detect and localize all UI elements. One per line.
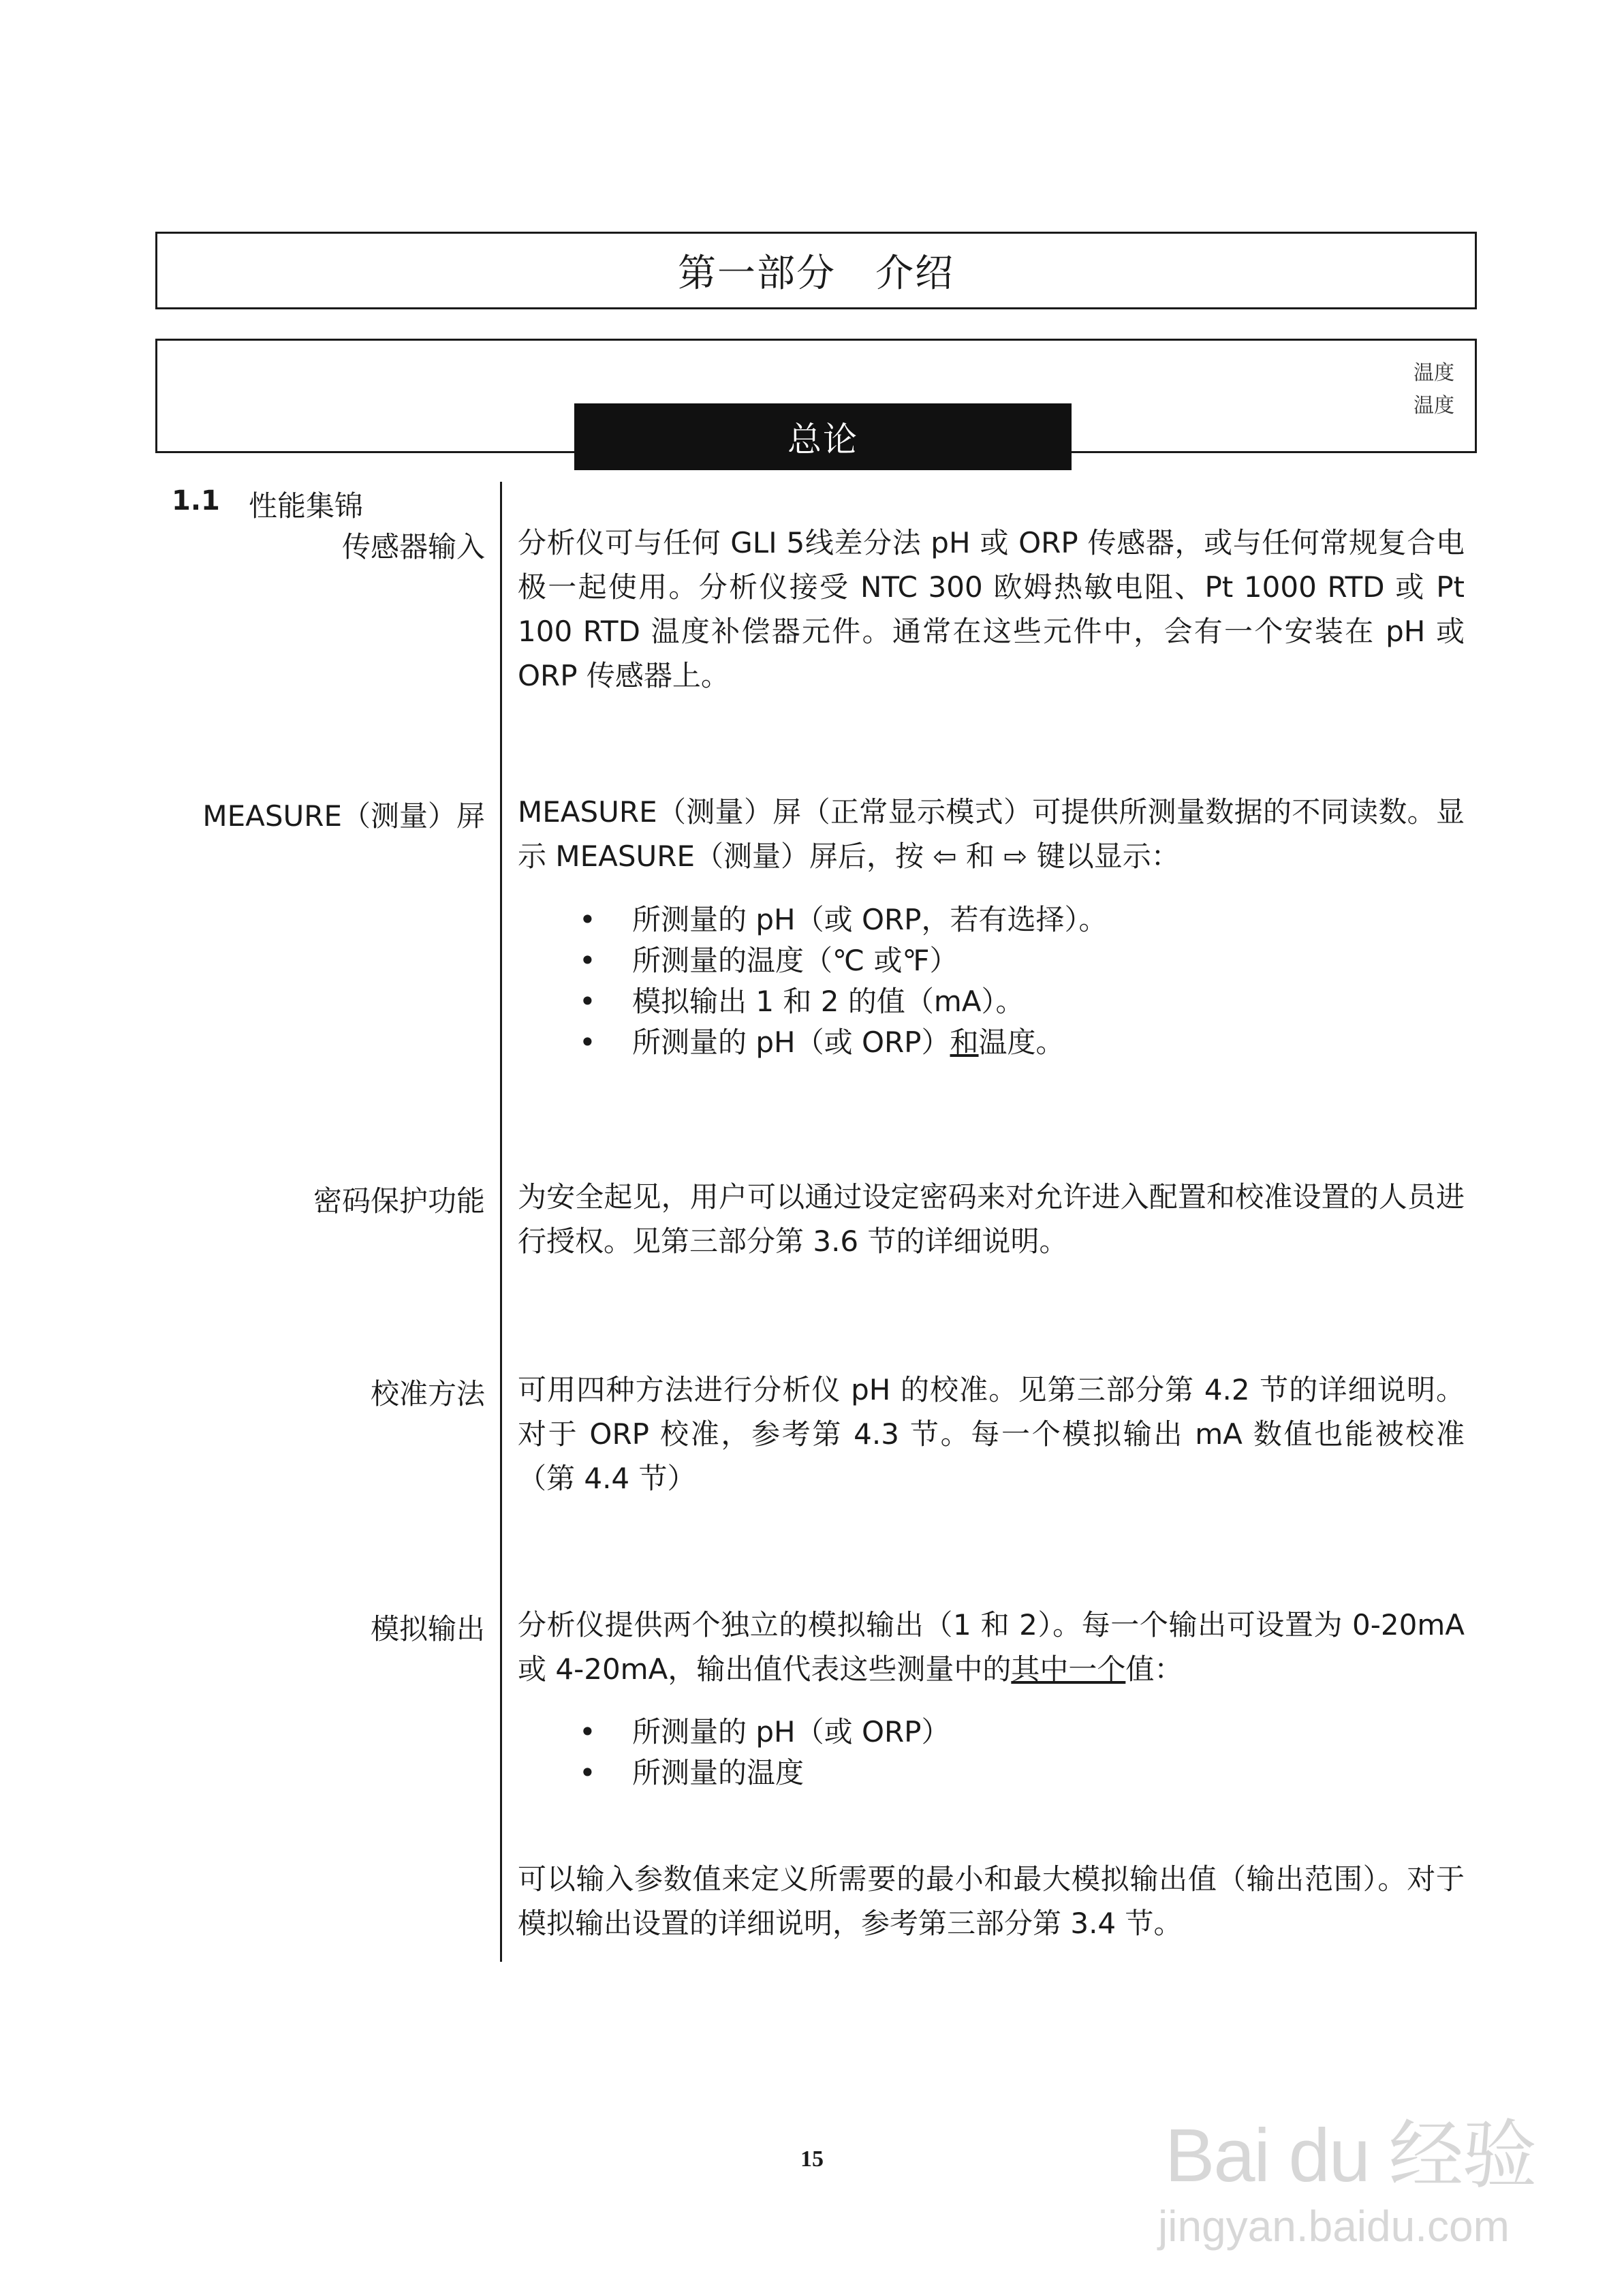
analog-bullet-list: [579, 1712, 950, 1793]
section-number: 1.1: [172, 485, 220, 517]
underlined-and: 和: [950, 1026, 979, 1059]
para-calibration: 可用四种方法进行分析仪 pH 的校准。见第三部分第 4.2 节的详细说明。对于 ORP 校准，参考第 4.3 节。每一个模拟输出 mA 数值也能被校准（第 4.4 节）: [518, 1373, 1465, 1495]
label-analog-output: 模拟输出: [370, 1612, 485, 1646]
label-measure-screen: MEASURE（测量）屏: [202, 799, 485, 833]
underlined-one-of: 其中一个: [1011, 1652, 1126, 1686]
label-calibration: 校准方法: [370, 1377, 485, 1411]
part-title-box: [155, 232, 1477, 309]
para-sensor-input: 分析仪可与任何 GLI 5线差分法 pH 或 ORP 传感器，或与任何常规复合电极一起使用。分析仪接受 NTC 300 欧姆热敏电阻、Pt 1000 RTD 或 Pt 100 RTD 温度补偿器元件。通常在这些元件中，会有一个安装在 pH 或 ORP 传感器上。: [518, 526, 1465, 692]
measure-bullet-list: [579, 899, 1108, 1063]
para-password: 为安全起见，用户可以通过设定密码来对允许进入配置和校准设置的人员进行授权。见第三部分第 3.6 节的详细说明。: [518, 1180, 1465, 1258]
list-item: • 所测量的温度（℃ 或℉）: [579, 944, 958, 977]
list-item: • 所测量的 pH（或 ORP）: [579, 1715, 950, 1749]
para-analog-range: 可以输入参数值来定义所需要的最小和最大模拟输出值（输出范围）。对于模拟输出设置的详细说明，参考第三部分第 3.4 节。: [518, 1862, 1465, 1940]
label-password: 密码保护功能: [313, 1184, 485, 1218]
watermark-url: jingyan.baidu.com: [1158, 2202, 1510, 2251]
label-sensor-input: 传感器输入: [341, 530, 485, 564]
banner-title: 总论: [787, 420, 858, 459]
corner-note-2: 温度: [1414, 394, 1454, 418]
section-title: 性能集锦: [249, 489, 364, 523]
corner-note-1: 温度: [1414, 361, 1454, 385]
part-title: 第一部分 介绍: [678, 251, 954, 296]
page-number: 15: [800, 2146, 824, 2172]
watermark-logo: Bai du 经验: [1165, 2114, 1536, 2198]
para-analog-output: 分析仪提供两个独立的模拟输出（1 和 2）。每一个输出可设置为 0-20mA 或 4-20mA，输出值代表这些测量中的其中一个值：: [518, 1608, 1465, 1686]
column-divider: [500, 482, 502, 1962]
section-banner: [574, 403, 1072, 470]
list-item: • 所测量的温度: [579, 1756, 805, 1789]
para-measure-screen: MEASURE（测量）屏（正常显示模式）可提供所测量数据的不同读数。显示 MEASURE（测量）屏后，按 ⇦ 和 ⇨ 键以显示：: [518, 795, 1465, 873]
list-item: • 所测量的 pH（或 ORP，若有选择）。: [579, 903, 1108, 936]
list-item: • 模拟输出 1 和 2 的值（mA）。: [579, 985, 1025, 1018]
list-item: • 所测量的 pH（或 ORP）和温度。: [579, 1026, 1065, 1059]
